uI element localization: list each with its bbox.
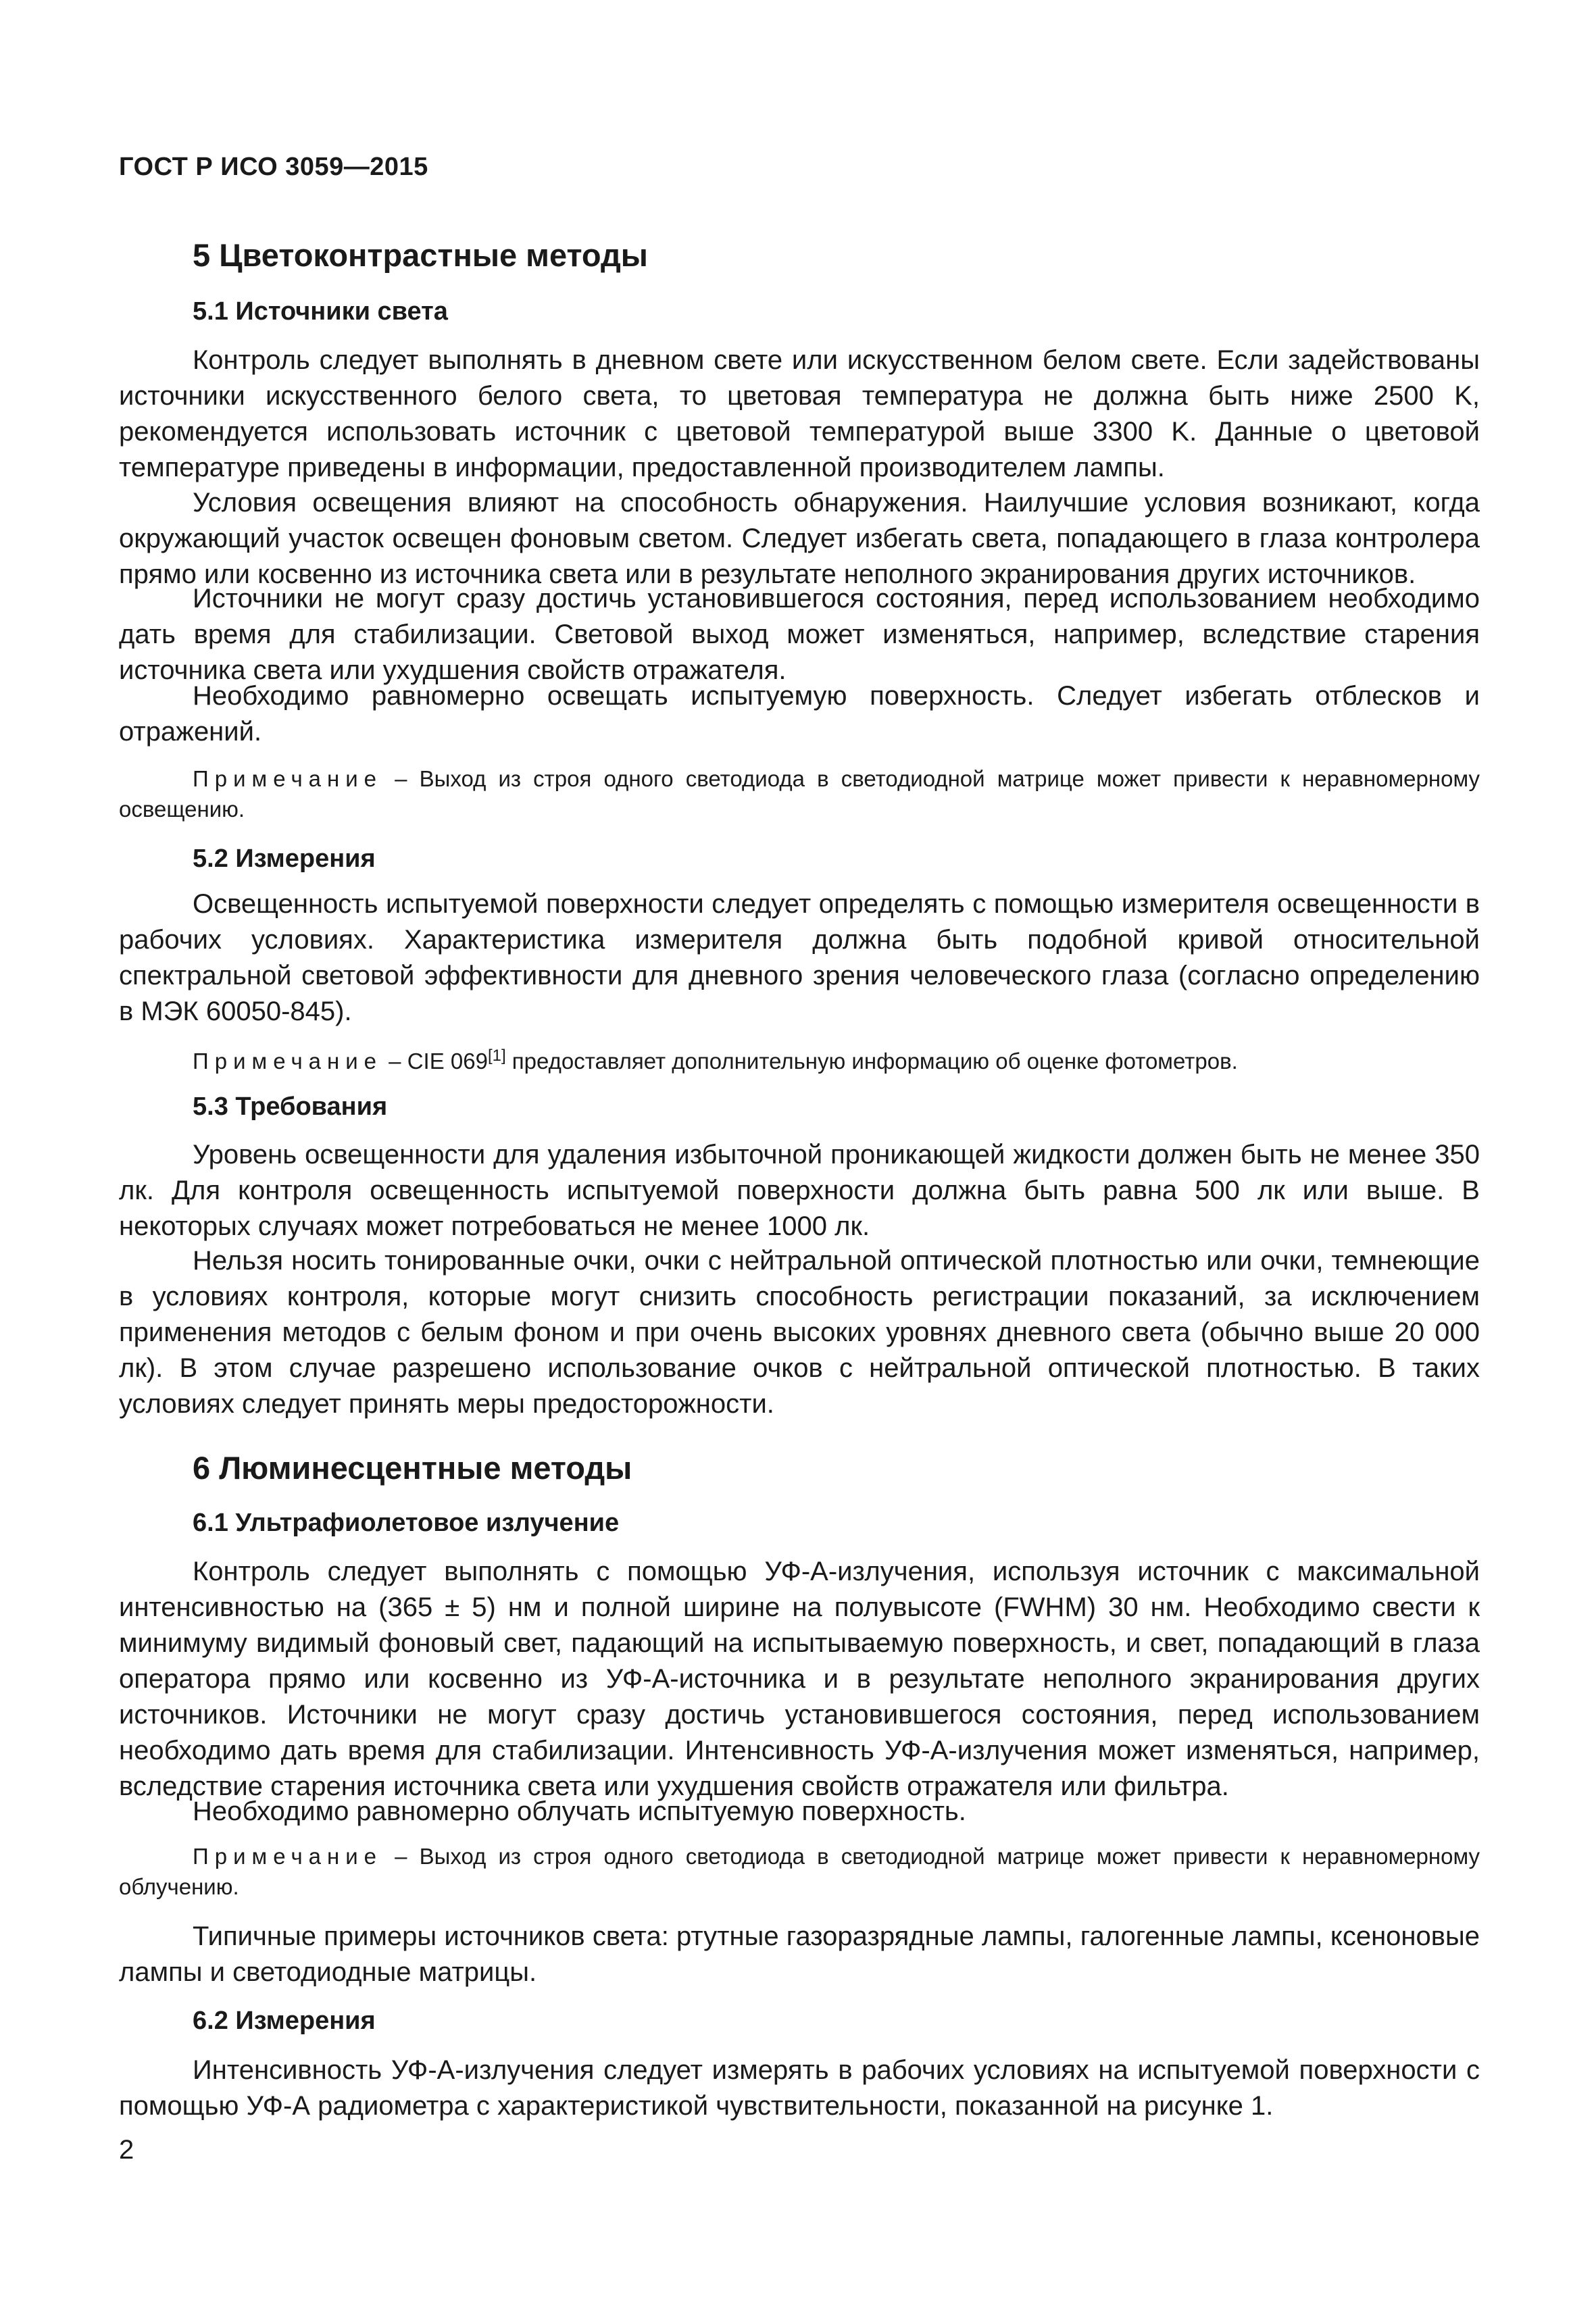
paragraph-5-2-1: Освещенность испытуемой поверхности следует определять с помощью измерителя освещенности в рабочих условиях. Характеристика измерителя должна быть подобной кривой относительной спектральной световой эффективности для дневного зрения человеческого глаза (согласно определению в МЭК 60050-845). [119,889,1480,1026]
paragraph-6-1-1: Контроль следует выполнять с помощью УФ-А-излучения, используя источник с максимальной интенсивностью на (365 ± 5) нм и полной ширине на полувысоте (FWHM) 30 нм. Необходимо свести к минимуму видимый фоновый свет, падающий на испытываемую поверхность, и свет, попадающий в глаза оператора прямо или косвенно из УФ-А-источника и в результате неполного экранирования других источников. Источники не могут сразу достичь установившегося состояния, перед использованием необходимо дать время для стабилизации. Интенсивность УФ-А-излучения может изменяться, например, вследствие старения источника света или ухудшения свойств отражателя или фильтра. [119,1557,1480,1801]
note-5-1 [119,763,1480,824]
note-label: Примечание [193,766,383,791]
subsection-5-1-title: 5.1 Источники света [193,297,448,326]
paragraph-6-1-2: Необходимо равномерно облучать испытуемую поверхность. [193,1796,966,1826]
subsection-5-3-title: 5.3 Требования [193,1092,388,1121]
paragraph-5-1-1: Контроль следует выполнять в дневном свете или искусственном белом свете. Если задействованы источники искусственного белого света, то цветовая температура не должна быть ниже 2500 K, рекомендуется использовать источник с цветовой температурой выше 3300 K. Данные о цветовой температуре приведены в информации, предоставленной производителем лампы. [119,345,1480,482]
paragraph-5-3-2: Нельзя носить тонированные очки, очки с нейтральной оптической плотностью или очки, темнеющие в условиях контроля, которые могут снизить способность регистрации показаний, за исключением применения методов с белым фоном и при очень высоких уровнях дневного света (обычно выше 20 000 лк). В этом случае разрешено использование очков с нейтральной оптической плотностью. В таких условиях следует принять меры предосторожности. [119,1246,1480,1419]
page-number: 2 [119,2135,134,2165]
paragraph-5-1-4: Необходимо равномерно освещать испытуемую поверхность. Следует избегать отблесков и отражений. [119,681,1480,747]
subsection-5-2-title: 5.2 Измерения [193,845,376,873]
note-5-2 [119,1040,1480,1076]
reference-marker: [1] [487,1047,506,1065]
paragraph-5-3-1: Уровень освещенности для удаления избыточной проникающей жидкости должен быть не менее 350 лк. Для контроля освещенность испытуемой поверхности должна быть равна 500 лк или выше. В некоторых случаях может потребоваться не менее 1000 лк. [119,1140,1480,1241]
note-label: Примечание [193,1844,383,1869]
note-text: – CIE 069 [382,1049,488,1074]
paragraph-5-1-3: Источники не могут сразу достичь установившегося состояния, перед использованием необходимо дать время для стабилизации. Световой выход может изменяться, например, вследствие старения источника света или ухудшения свойств отражателя. [119,584,1480,685]
section-5-title: 5 Цветоконтрастные методы [193,237,648,273]
document-header: ГОСТ Р ИСО 3059—2015 [119,153,428,181]
note-label: Примечание [193,1049,383,1074]
note-text: – Выход из строя одного светодиода в светодиодной матрице может привести к неравномерному освещению. [119,766,1480,822]
section-6-title: 6 Люминесцентные методы [193,1450,632,1486]
note-text: – Выход из строя одного светодиода в светодиодной матрице может привести к неравномерному облучению. [119,1844,1480,1899]
subsection-6-1-title: 6.1 Ультрафиолетовое излучение [193,1509,620,1537]
subsection-6-2-title: 6.2 Измерения [193,2007,376,2035]
note-6-1 [119,1841,1480,1902]
paragraph-6-1-3: Типичные примеры источников света: ртутные газоразрядные лампы, галогенные лампы, ксеноновые лампы и светодиодные матрицы. [119,1921,1480,1987]
paragraph-5-1-2: Условия освещения влияют на способность обнаружения. Наилучшие условия возникают, когда окружающий участок освещен фоновым светом. Следует избегать света, попадающего в глаза контролера прямо или косвенно из источника света или в результате неполного экранирования других источников. [119,488,1480,589]
paragraph-6-2-1: Интенсивность УФ-А-излучения следует измерять в рабочих условиях на испытуемой поверхности с помощью УФ-А радиометра с характеристикой чувствительности, показанной на рисунке 1. [119,2055,1480,2121]
note-text-continued: предоставляет дополнительную информацию об оценке фотометров. [505,1049,1238,1074]
